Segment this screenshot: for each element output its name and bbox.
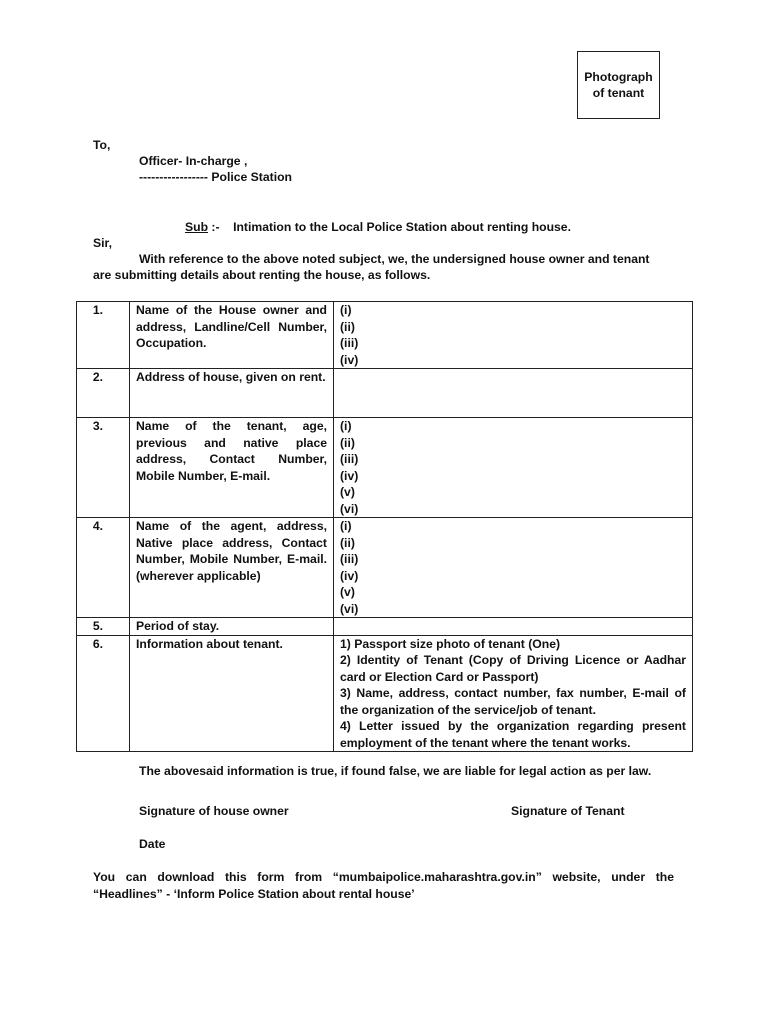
row-field-label: Period of stay. — [130, 618, 334, 636]
row-value-cell — [334, 302, 693, 369]
subject-line — [185, 219, 571, 236]
footer-note: You can download this form from “mumbaipolice.maharashtra.gov.in” website, under the “Headlines” - ‘Inform Police Station about rental house’ — [93, 870, 674, 901]
row-number: 6. — [77, 635, 130, 752]
value-item: (ii) — [340, 435, 355, 450]
tenant-signature-label: Signature of Tenant — [511, 804, 625, 818]
row-field-label: Name of the House owner and address, Landline/Cell Number, Occupation. — [130, 302, 334, 369]
salutation: Sir, — [93, 236, 112, 250]
value-item: (i) — [340, 303, 352, 317]
officer-line: Officer- In-charge , — [139, 154, 248, 168]
value-item: (iii) — [340, 452, 359, 466]
value-item: (vi) — [340, 601, 359, 616]
row-number: 5. — [77, 618, 130, 636]
subject-label: Sub — [185, 220, 209, 234]
info-item: 4) Letter issued by the organization regarding present employment of the tenant where the tenant works. — [340, 719, 686, 750]
value-item: (v) — [340, 485, 355, 499]
photograph-label-line1: Photograph — [584, 70, 653, 84]
info-item: 2) Identity of Tenant (Copy of Driving Licence or Aadhar card or Election Card or Passport) — [340, 653, 686, 684]
row-number: 4. — [77, 518, 130, 618]
value-item: (vi) — [340, 501, 359, 516]
photograph-label-line2: of tenant — [592, 86, 645, 100]
table-row — [77, 518, 693, 618]
value-item: (iv) — [340, 352, 359, 367]
subject-text: Intimation to the Local Police Station about renting house. — [233, 220, 571, 234]
row-field-label: Name of the tenant, age, previous and native place address, Contact Number, Mobile Number, E-mail. — [130, 418, 334, 518]
table-row — [77, 635, 693, 752]
intro-line-2: are submitting details about renting the house, as follows. — [93, 268, 431, 282]
row-value-cell — [334, 518, 693, 618]
police-station-line: ----------------- Police Station — [139, 170, 292, 184]
value-item: (iv) — [340, 568, 359, 583]
value-item: (i) — [340, 419, 352, 433]
row-value-cell — [334, 418, 693, 518]
value-item: (i) — [340, 519, 352, 533]
details-table — [76, 301, 693, 752]
row-number: 2. — [77, 369, 130, 418]
row-value-cell — [334, 369, 693, 418]
row-field-label: Information about tenant. — [130, 635, 334, 752]
value-item: (v) — [340, 585, 355, 599]
table-row — [77, 418, 693, 518]
intro-line-1: With reference to the above noted subject, we, the undersigned house owner and tenant — [139, 252, 650, 266]
declaration: The abovesaid information is true, if found false, we are liable for legal action as per law. — [139, 764, 652, 778]
photograph-box — [577, 51, 660, 119]
subject-separator: :- — [208, 220, 234, 234]
info-item: 3) Name, address, contact number, fax number, E-mail of the organization of the service/job of tenant. — [340, 686, 686, 717]
row-number: 3. — [77, 418, 130, 518]
row-number: 1. — [77, 302, 130, 369]
table-row — [77, 369, 693, 418]
row-value-cell — [334, 635, 693, 752]
info-item: 1) Passport size photo of tenant (One) — [340, 636, 561, 651]
value-item: (ii) — [340, 535, 355, 550]
row-field-label: Name of the agent, address, Native place address, Contact Number, Mobile Number, E-mail. (wherever applicable) — [130, 518, 334, 618]
value-item: (iii) — [340, 552, 359, 566]
value-item: (ii) — [340, 319, 355, 334]
table-row — [77, 302, 693, 369]
date-label: Date — [139, 837, 166, 851]
to-label: To, — [93, 138, 111, 152]
row-value-cell — [334, 618, 693, 636]
value-item: (iv) — [340, 468, 359, 483]
value-item: (iii) — [340, 336, 359, 350]
table-row — [77, 618, 693, 636]
row-field-label: Address of house, given on rent. — [130, 369, 334, 418]
owner-signature-label: Signature of house owner — [139, 804, 289, 818]
